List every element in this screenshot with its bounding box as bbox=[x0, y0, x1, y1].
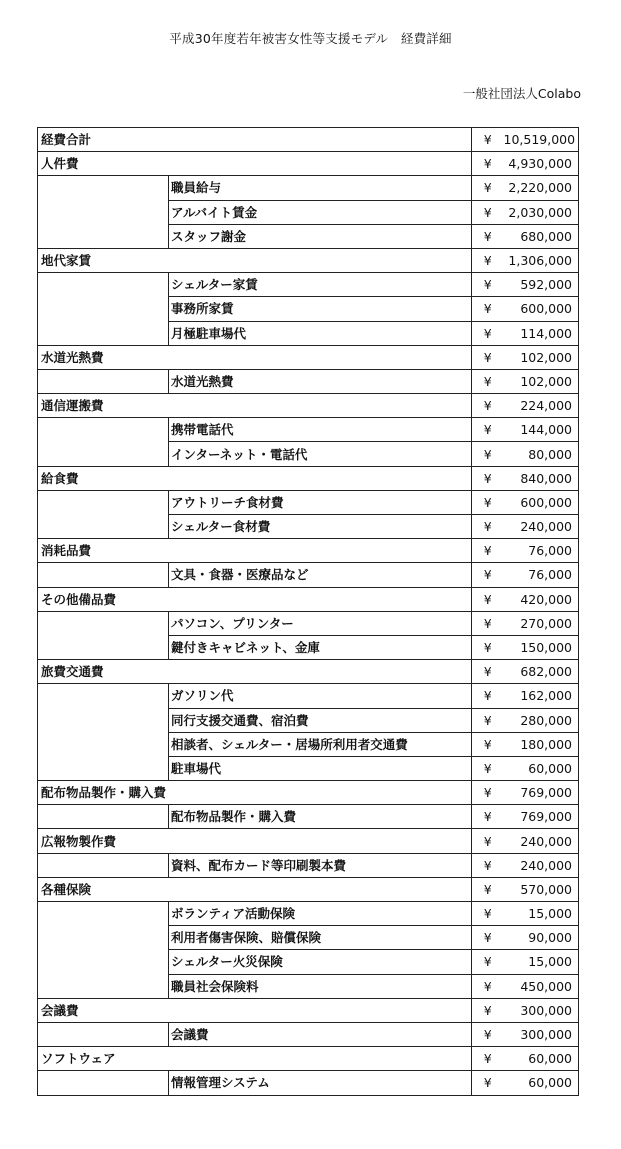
category-label: 給食費 bbox=[38, 466, 472, 490]
line-item-row bbox=[38, 273, 579, 297]
line-item-label: シェルター家賃 bbox=[169, 273, 472, 297]
indent-cell bbox=[38, 224, 169, 248]
line-item-amount: 15,000 bbox=[504, 950, 579, 974]
indent-cell bbox=[38, 926, 169, 950]
indent-cell bbox=[38, 442, 169, 466]
yen-symbol: ¥ bbox=[472, 490, 504, 514]
line-item-label: 配布物品製作・購入費 bbox=[169, 805, 472, 829]
line-item-label: シェルター食材費 bbox=[169, 515, 472, 539]
line-item-row bbox=[38, 418, 579, 442]
category-row bbox=[38, 466, 579, 490]
yen-symbol: ¥ bbox=[472, 128, 504, 152]
indent-cell bbox=[38, 321, 169, 345]
category-amount: 682,000 bbox=[504, 660, 579, 684]
indent-cell bbox=[38, 732, 169, 756]
category-label: 各種保険 bbox=[38, 877, 472, 901]
line-item-row bbox=[38, 853, 579, 877]
category-row bbox=[38, 248, 579, 272]
yen-symbol: ¥ bbox=[472, 466, 504, 490]
line-item-label: 駐車場代 bbox=[169, 756, 472, 780]
category-row bbox=[38, 152, 579, 176]
category-amount: 4,930,000 bbox=[504, 152, 579, 176]
document-title: 平成30年度若年被害女性等支援モデル 経費詳細 bbox=[169, 31, 452, 46]
yen-symbol: ¥ bbox=[472, 1071, 504, 1095]
line-item-label: 鍵付きキャビネット、金庫 bbox=[169, 635, 472, 659]
line-item-amount: 90,000 bbox=[504, 926, 579, 950]
line-item-label: 同行支援交通費、宿泊費 bbox=[169, 708, 472, 732]
category-label: ソフトウェア bbox=[38, 1047, 472, 1071]
line-item-label: スタッフ謝金 bbox=[169, 224, 472, 248]
line-item-amount: 592,000 bbox=[504, 273, 579, 297]
line-item-row bbox=[38, 321, 579, 345]
category-label: 配布物品製作・購入費 bbox=[38, 781, 472, 805]
line-item-row bbox=[38, 442, 579, 466]
indent-cell bbox=[38, 1022, 169, 1046]
line-item-label: ボランティア活動保険 bbox=[169, 902, 472, 926]
indent-cell bbox=[38, 490, 169, 514]
line-item-row bbox=[38, 611, 579, 635]
line-item-amount: 240,000 bbox=[504, 515, 579, 539]
line-item-label: アルバイト賃金 bbox=[169, 200, 472, 224]
line-item-label: インターネット・電話代 bbox=[169, 442, 472, 466]
category-amount: 769,000 bbox=[504, 781, 579, 805]
line-item-amount: 270,000 bbox=[504, 611, 579, 635]
expense-table bbox=[37, 127, 579, 1096]
indent-cell bbox=[38, 176, 169, 200]
indent-cell bbox=[38, 684, 169, 708]
yen-symbol: ¥ bbox=[472, 224, 504, 248]
line-item-row bbox=[38, 369, 579, 393]
line-item-amount: 600,000 bbox=[504, 297, 579, 321]
indent-cell bbox=[38, 273, 169, 297]
line-item-amount: 144,000 bbox=[504, 418, 579, 442]
yen-symbol: ¥ bbox=[472, 1022, 504, 1046]
category-amount: 300,000 bbox=[504, 998, 579, 1022]
indent-cell bbox=[38, 635, 169, 659]
yen-symbol: ¥ bbox=[472, 515, 504, 539]
line-item-row bbox=[38, 176, 579, 200]
category-label: 消耗品費 bbox=[38, 539, 472, 563]
yen-symbol: ¥ bbox=[472, 248, 504, 272]
line-item-row bbox=[38, 926, 579, 950]
line-item-label: 事務所家賃 bbox=[169, 297, 472, 321]
line-item-row bbox=[38, 490, 579, 514]
yen-symbol: ¥ bbox=[472, 998, 504, 1022]
line-item-row bbox=[38, 974, 579, 998]
line-item-label: 水道光熱費 bbox=[169, 369, 472, 393]
line-item-label: 文具・食器・医療品など bbox=[169, 563, 472, 587]
yen-symbol: ¥ bbox=[472, 394, 504, 418]
indent-cell bbox=[38, 708, 169, 732]
line-item-amount: 450,000 bbox=[504, 974, 579, 998]
line-item-amount: 180,000 bbox=[504, 732, 579, 756]
category-amount: 224,000 bbox=[504, 394, 579, 418]
line-item-label: 月極駐車場代 bbox=[169, 321, 472, 345]
category-label: 地代家賃 bbox=[38, 248, 472, 272]
indent-cell bbox=[38, 200, 169, 224]
line-item-amount: 162,000 bbox=[504, 684, 579, 708]
category-amount: 570,000 bbox=[504, 877, 579, 901]
line-item-label: 利用者傷害保険、賠償保険 bbox=[169, 926, 472, 950]
indent-cell bbox=[38, 805, 169, 829]
line-item-row bbox=[38, 515, 579, 539]
line-item-amount: 769,000 bbox=[504, 805, 579, 829]
line-item-label: 相談者、シェルター・居場所利用者交通費 bbox=[169, 732, 472, 756]
line-item-amount: 240,000 bbox=[504, 853, 579, 877]
category-amount: 420,000 bbox=[504, 587, 579, 611]
category-row bbox=[38, 829, 579, 853]
yen-symbol: ¥ bbox=[472, 200, 504, 224]
indent-cell bbox=[38, 756, 169, 780]
line-item-row bbox=[38, 224, 579, 248]
yen-symbol: ¥ bbox=[472, 732, 504, 756]
yen-symbol: ¥ bbox=[472, 829, 504, 853]
category-label: 人件費 bbox=[38, 152, 472, 176]
category-amount: 102,000 bbox=[504, 345, 579, 369]
yen-symbol: ¥ bbox=[472, 708, 504, 732]
category-row bbox=[38, 877, 579, 901]
yen-symbol: ¥ bbox=[472, 369, 504, 393]
indent-cell bbox=[38, 611, 169, 635]
yen-symbol: ¥ bbox=[472, 853, 504, 877]
line-item-amount: 60,000 bbox=[504, 1071, 579, 1095]
line-item-amount: 102,000 bbox=[504, 369, 579, 393]
total-label: 経費合計 bbox=[38, 128, 472, 152]
line-item-amount: 2,220,000 bbox=[504, 176, 579, 200]
yen-symbol: ¥ bbox=[472, 297, 504, 321]
line-item-row bbox=[38, 684, 579, 708]
yen-symbol: ¥ bbox=[472, 176, 504, 200]
yen-symbol: ¥ bbox=[472, 635, 504, 659]
line-item-amount: 114,000 bbox=[504, 321, 579, 345]
line-item-amount: 600,000 bbox=[504, 490, 579, 514]
category-row bbox=[38, 998, 579, 1022]
indent-cell bbox=[38, 297, 169, 321]
yen-symbol: ¥ bbox=[472, 950, 504, 974]
yen-symbol: ¥ bbox=[472, 974, 504, 998]
yen-symbol: ¥ bbox=[472, 321, 504, 345]
yen-symbol: ¥ bbox=[472, 273, 504, 297]
category-label: その他備品費 bbox=[38, 587, 472, 611]
total-row bbox=[38, 128, 579, 152]
line-item-label: パソコン、プリンター bbox=[169, 611, 472, 635]
line-item-amount: 80,000 bbox=[504, 442, 579, 466]
line-item-label: 会議費 bbox=[169, 1022, 472, 1046]
yen-symbol: ¥ bbox=[472, 152, 504, 176]
line-item-row bbox=[38, 950, 579, 974]
category-label: 水道光熱費 bbox=[38, 345, 472, 369]
line-item-amount: 300,000 bbox=[504, 1022, 579, 1046]
line-item-row bbox=[38, 756, 579, 780]
category-row bbox=[38, 539, 579, 563]
indent-cell bbox=[38, 369, 169, 393]
yen-symbol: ¥ bbox=[472, 345, 504, 369]
line-item-row bbox=[38, 902, 579, 926]
line-item-row bbox=[38, 708, 579, 732]
line-item-label: 職員給与 bbox=[169, 176, 472, 200]
yen-symbol: ¥ bbox=[472, 781, 504, 805]
category-row bbox=[38, 587, 579, 611]
yen-symbol: ¥ bbox=[472, 563, 504, 587]
indent-cell bbox=[38, 563, 169, 587]
category-row bbox=[38, 1047, 579, 1071]
yen-symbol: ¥ bbox=[472, 1047, 504, 1071]
category-amount: 1,306,000 bbox=[504, 248, 579, 272]
category-row bbox=[38, 394, 579, 418]
yen-symbol: ¥ bbox=[472, 611, 504, 635]
total-amount: 10,519,000 bbox=[504, 128, 579, 152]
line-item-label: アウトリーチ食材費 bbox=[169, 490, 472, 514]
indent-cell bbox=[38, 902, 169, 926]
category-label: 通信運搬費 bbox=[38, 394, 472, 418]
line-item-label: シェルター火災保険 bbox=[169, 950, 472, 974]
category-label: 会議費 bbox=[38, 998, 472, 1022]
line-item-row bbox=[38, 297, 579, 321]
yen-symbol: ¥ bbox=[472, 805, 504, 829]
indent-cell bbox=[38, 974, 169, 998]
line-item-amount: 2,030,000 bbox=[504, 200, 579, 224]
line-item-amount: 150,000 bbox=[504, 635, 579, 659]
yen-symbol: ¥ bbox=[472, 877, 504, 901]
line-item-row bbox=[38, 1071, 579, 1095]
line-item-amount: 60,000 bbox=[504, 756, 579, 780]
line-item-row bbox=[38, 732, 579, 756]
category-amount: 240,000 bbox=[504, 829, 579, 853]
line-item-label: 職員社会保険料 bbox=[169, 974, 472, 998]
category-row bbox=[38, 660, 579, 684]
yen-symbol: ¥ bbox=[472, 587, 504, 611]
line-item-row bbox=[38, 805, 579, 829]
line-item-row bbox=[38, 1022, 579, 1046]
yen-symbol: ¥ bbox=[472, 442, 504, 466]
line-item-amount: 280,000 bbox=[504, 708, 579, 732]
line-item-label: 情報管理システム bbox=[169, 1071, 472, 1095]
category-row bbox=[38, 781, 579, 805]
yen-symbol: ¥ bbox=[472, 756, 504, 780]
line-item-amount: 76,000 bbox=[504, 563, 579, 587]
yen-symbol: ¥ bbox=[472, 684, 504, 708]
category-label: 広報物製作費 bbox=[38, 829, 472, 853]
line-item-row bbox=[38, 200, 579, 224]
category-amount: 840,000 bbox=[504, 466, 579, 490]
yen-symbol: ¥ bbox=[472, 902, 504, 926]
organization-name: 一般社団法人Colabo bbox=[462, 86, 581, 101]
indent-cell bbox=[38, 1071, 169, 1095]
category-row bbox=[38, 345, 579, 369]
yen-symbol: ¥ bbox=[472, 418, 504, 442]
line-item-label: 資料、配布カード等印刷製本費 bbox=[169, 853, 472, 877]
indent-cell bbox=[38, 515, 169, 539]
yen-symbol: ¥ bbox=[472, 660, 504, 684]
line-item-amount: 680,000 bbox=[504, 224, 579, 248]
line-item-row bbox=[38, 563, 579, 587]
line-item-label: 携帯電話代 bbox=[169, 418, 472, 442]
indent-cell bbox=[38, 418, 169, 442]
line-item-amount: 15,000 bbox=[504, 902, 579, 926]
indent-cell bbox=[38, 950, 169, 974]
yen-symbol: ¥ bbox=[472, 926, 504, 950]
line-item-row bbox=[38, 635, 579, 659]
yen-symbol: ¥ bbox=[472, 539, 504, 563]
category-amount: 76,000 bbox=[504, 539, 579, 563]
category-label: 旅費交通費 bbox=[38, 660, 472, 684]
category-amount: 60,000 bbox=[504, 1047, 579, 1071]
indent-cell bbox=[38, 853, 169, 877]
line-item-label: ガソリン代 bbox=[169, 684, 472, 708]
